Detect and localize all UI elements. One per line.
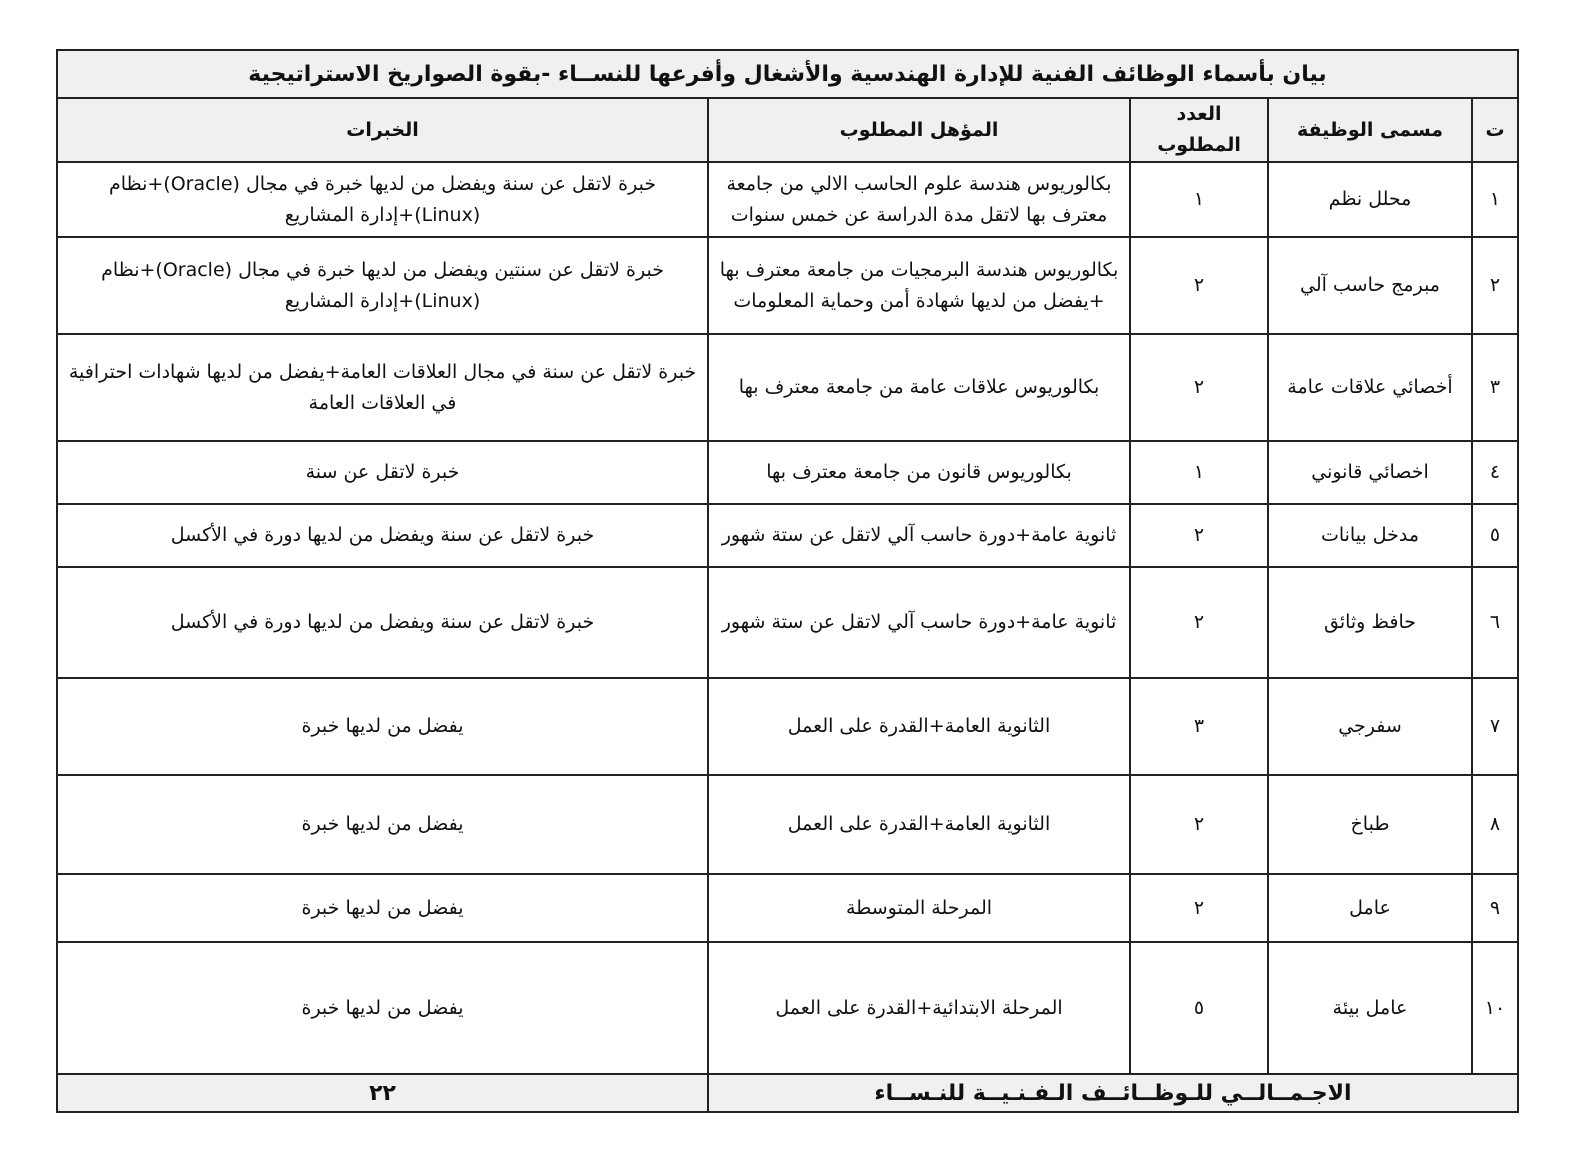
row-index: ١ [1472, 162, 1518, 237]
row-experience [57, 237, 708, 334]
row-qualification [708, 678, 1130, 775]
experience-text: يفضل من لديها خبرة [301, 715, 464, 737]
row-experience [57, 441, 708, 504]
experience-text: خبرة لاتقل عن سنة في مجال العلاقات العامة+يفضل من لديها شهادات احترافية في العلاقات العامة [68, 360, 697, 414]
experience-text: خبرة لاتقل عن سنة ويفضل من لديها دورة في الأكسل [170, 524, 595, 546]
row-job-title: أخصائي علاقات عامة [1268, 334, 1472, 441]
table-row [57, 334, 1518, 441]
row-job-title: حافظ وثائق [1268, 567, 1472, 678]
qualification-text: بكالوريوس هندسة علوم الحاسب الالي من جامعة معترف بها لاتقل مدة الدراسة عن خمس سنوات [726, 172, 1112, 226]
row-experience [57, 678, 708, 775]
table-row [57, 162, 1518, 237]
row-qualification [708, 874, 1130, 942]
jobs-table [56, 49, 1519, 1113]
row-experience [57, 334, 708, 441]
total-value: ٢٢ [57, 1074, 708, 1112]
row-index: ١٠ [1472, 942, 1518, 1074]
experience-text: خبرة لاتقل عن سنتين ويفضل من لديها خبرة في مجال (Oracle)+نظام (Linux)+إدارة المشاريع [101, 258, 664, 312]
row-count: ١ [1130, 441, 1268, 504]
row-experience [57, 775, 708, 874]
row-index: ٣ [1472, 334, 1518, 441]
qualification-text: ثانوية عامة+دورة حاسب آلي لاتقل عن ستة شهور [721, 524, 1117, 546]
row-count: ٥ [1130, 942, 1268, 1074]
qualification-text: بكالوريوس قانون من جامعة معترف بها [766, 461, 1072, 483]
row-index: ٥ [1472, 504, 1518, 567]
qualification-text: الثانوية العامة+القدرة على العمل [787, 813, 1051, 835]
qualification-text: بكالوريوس هندسة البرمجيات من جامعة معترف بها +يفضل من لديها شهادة أمن وحماية المعلومات [719, 258, 1119, 312]
header-index: ت [1472, 98, 1518, 162]
row-qualification [708, 775, 1130, 874]
header-count: العدد المطلوب [1130, 98, 1268, 162]
table-row [57, 441, 1518, 504]
header-experience: الخبرات [57, 98, 708, 162]
header-row [57, 98, 1518, 162]
row-count: ٢ [1130, 775, 1268, 874]
row-index: ٧ [1472, 678, 1518, 775]
row-job-title: مبرمج حاسب آلي [1268, 237, 1472, 334]
row-count: ٢ [1130, 874, 1268, 942]
qualification-text: المرحلة الابتدائية+القدرة على العمل [775, 996, 1063, 1019]
qualification-text: المرحلة المتوسطة [845, 896, 993, 919]
row-job-title: عامل [1268, 874, 1472, 942]
row-experience [57, 567, 708, 678]
row-experience [57, 504, 708, 567]
row-qualification [708, 237, 1130, 334]
table-row [57, 678, 1518, 775]
table-row [57, 874, 1518, 942]
table-row [57, 237, 1518, 334]
experience-text: يفضل من لديها خبرة [301, 813, 464, 835]
row-index: ٤ [1472, 441, 1518, 504]
experience-text: يفضل من لديها خبرة [301, 996, 464, 1019]
table-row [57, 942, 1518, 1074]
row-index: ٩ [1472, 874, 1518, 942]
row-qualification [708, 334, 1130, 441]
total-row [57, 1074, 1518, 1112]
row-qualification [708, 504, 1130, 567]
table-row [57, 775, 1518, 874]
row-index: ٦ [1472, 567, 1518, 678]
table-row [57, 567, 1518, 678]
row-job-title: سفرجي [1268, 678, 1472, 775]
row-job-title: عامل بيئة [1268, 942, 1472, 1074]
row-job-title: طباخ [1268, 775, 1472, 874]
row-index: ٢ [1472, 237, 1518, 334]
row-count: ١ [1130, 162, 1268, 237]
header-job-title: مسمى الوظيفة [1268, 98, 1472, 162]
row-count: ٣ [1130, 678, 1268, 775]
row-job-title: مدخل بيانات [1268, 504, 1472, 567]
experience-text: خبرة لاتقل عن سنة [305, 461, 460, 483]
title-row [57, 50, 1518, 98]
experience-text: خبرة لاتقل عن سنة ويفضل من لديها خبرة في مجال (Oracle)+نظام (Linux)+إدارة المشاريع [108, 172, 657, 226]
row-count: ٢ [1130, 237, 1268, 334]
header-qualification: المؤهل المطلوب [708, 98, 1130, 162]
row-job-title: اخصائي قانوني [1268, 441, 1472, 504]
row-experience [57, 942, 708, 1074]
experience-text: خبرة لاتقل عن سنة ويفضل من لديها دورة في الأكسل [170, 611, 595, 633]
row-count: ٢ [1130, 567, 1268, 678]
row-count: ٢ [1130, 334, 1268, 441]
row-experience [57, 874, 708, 942]
row-qualification [708, 567, 1130, 678]
row-index: ٨ [1472, 775, 1518, 874]
total-label: الاجـمــالــي للـوظــائــف الـفـنـيــة للنـســاء [708, 1074, 1518, 1112]
row-count: ٢ [1130, 504, 1268, 567]
row-qualification [708, 162, 1130, 237]
row-job-title: محلل نظم [1268, 162, 1472, 237]
row-experience [57, 162, 708, 237]
document-title: بيان بأسماء الوظائف الفنية للإدارة الهندسية والأشغال وأفرعها للنســاء -بقوة الصواريخ الاستراتيجية [57, 50, 1518, 98]
table-row [57, 504, 1518, 567]
row-qualification [708, 441, 1130, 504]
row-qualification [708, 942, 1130, 1074]
qualification-text: الثانوية العامة+القدرة على العمل [787, 715, 1051, 737]
qualification-text: بكالوريوس علاقات عامة من جامعة معترف بها [738, 376, 1100, 398]
qualification-text: ثانوية عامة+دورة حاسب آلي لاتقل عن ستة شهور [721, 611, 1117, 633]
experience-text: يفضل من لديها خبرة [301, 896, 464, 919]
